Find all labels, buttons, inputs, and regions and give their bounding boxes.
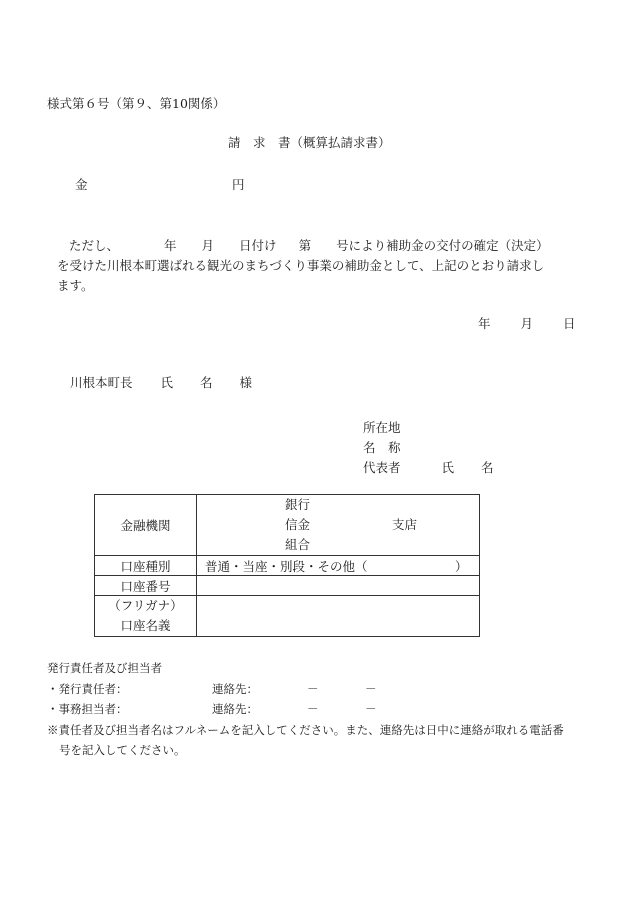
branch-label: 支店 (392, 517, 418, 532)
amount-yen-unit: 円 (232, 177, 245, 192)
account-type-label: 口座種別 (95, 556, 197, 576)
applicant-block (363, 418, 494, 478)
representative-label: 代表者 (363, 460, 401, 475)
body-year: 年 (164, 238, 177, 253)
addressee-org: 川根本町長 (70, 375, 133, 390)
date-month: 月 (520, 316, 534, 331)
addressee-name-2: 名 (200, 375, 213, 390)
issuer-row (47, 679, 564, 700)
issuer-contact-label: 連絡先： (212, 681, 258, 696)
account-name-label (95, 596, 197, 637)
body-month: 月 (201, 238, 215, 253)
date-day: 日 (563, 316, 576, 331)
form-number: 様式第６号（第９、第10関係） (47, 96, 226, 111)
body-line-1 (47, 236, 587, 256)
body-line-2: を受けた川根本町選ばれる観光のまちづくり事業の補助金として、上記のとおり請求し (57, 258, 545, 273)
body-number-prefix: 第 (298, 238, 312, 253)
institution-type-shinkin: 信金 (285, 517, 311, 532)
body-day: 日付け (239, 238, 277, 253)
account-type-options[interactable]: 普通・当座・別段・その他（ ） (197, 556, 480, 576)
staff-row (47, 699, 564, 720)
applicant-address-label: 所在地 (363, 420, 401, 435)
table-row (95, 596, 480, 637)
staff-label: ・事務担当者： (47, 702, 128, 716)
account-number-label: 口座番号 (95, 576, 197, 596)
institution-type-kumiai: 組合 (285, 537, 311, 552)
addressee-name-1: 氏 (160, 375, 174, 390)
issuer-dash-2: － (365, 681, 377, 696)
representative-name-2: 名 (481, 460, 494, 475)
table-row (95, 495, 480, 556)
responsible-persons-section (47, 658, 564, 761)
financial-institution-label: 金融機関 (95, 495, 197, 556)
footer-heading: 発行責任者及び担当者 (47, 661, 162, 675)
issuer-label: ・発行責任者： (47, 681, 128, 696)
addressee-honorific: 様 (239, 375, 253, 390)
staff-contact-label: 連絡先： (212, 702, 258, 716)
account-holder-label: 口座名義 (120, 618, 171, 633)
table-row (95, 556, 480, 576)
institution-type-bank: 銀行 (285, 497, 311, 512)
document-title: 請 求 書（概算払請求書） (228, 135, 391, 150)
account-number-field[interactable] (197, 576, 480, 596)
body-line-3: ます。 (57, 278, 94, 293)
staff-dash-2: － (365, 702, 377, 716)
staff-dash-1: － (307, 702, 319, 716)
bank-account-table (94, 494, 480, 637)
addressee (70, 377, 252, 390)
note-line-1: ※責任者及び担当者名はフルネームを記入してください。また、連絡先は日中に連絡が取れる電話番 (47, 722, 564, 737)
issuer-dash-1: － (307, 681, 319, 696)
applicant-name-label: 名 称 (363, 440, 401, 455)
amount-label: 金 (75, 177, 88, 192)
financial-institution-field[interactable] (197, 495, 480, 556)
account-name-field[interactable] (197, 596, 480, 637)
request-body (47, 236, 587, 296)
applicant-representative (363, 458, 494, 478)
note-line-2: 号を記入してください。 (59, 743, 186, 757)
furigana-label: （フリガナ） (108, 598, 183, 613)
body-text-suffix: 号により補助金の交付の確定（決定） (336, 238, 549, 253)
date-year: 年 (478, 316, 491, 331)
body-text-prefix: ただし、 (69, 238, 120, 253)
table-row (95, 576, 480, 596)
request-date (478, 318, 576, 331)
representative-name-1: 氏 (441, 460, 455, 475)
